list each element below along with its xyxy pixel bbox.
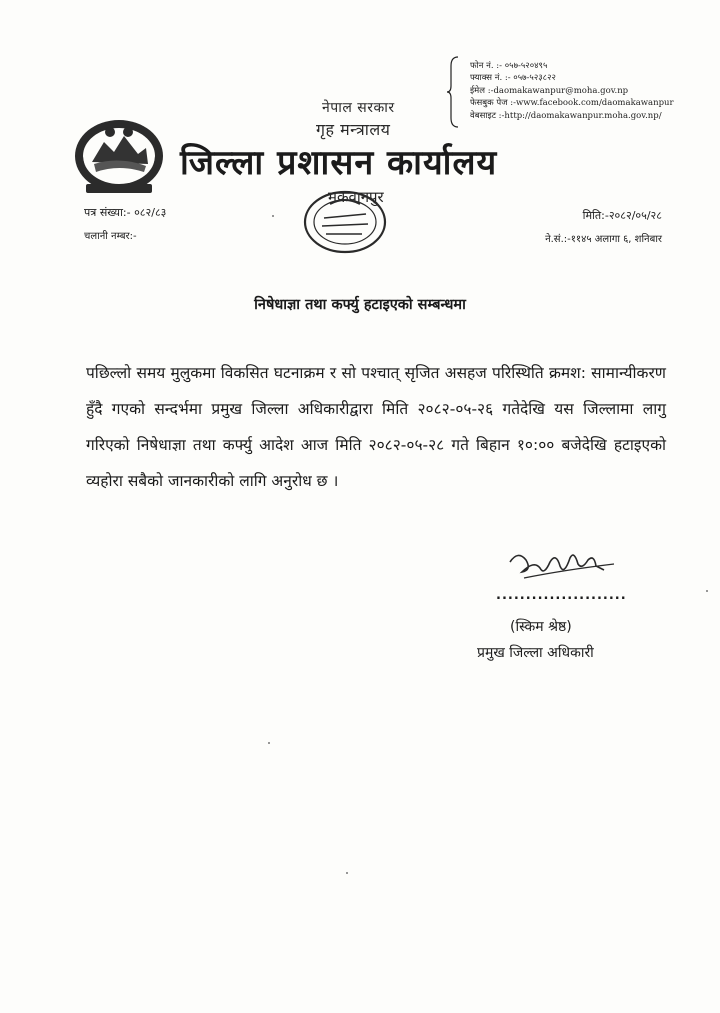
ref-number: पत्र संख्या:- ०८२/८३ [84,206,167,219]
fax-line: फ्याक्स नं. :- ०५७-५२३८२२ [470,73,556,84]
office-title: जिल्ला प्रशासन कार्यालय [180,143,498,183]
signatory-name: (स्किम श्रेष्ठ) [510,619,572,635]
scan-speck [346,872,348,874]
signatory-title: प्रमुख जिल्ला अधिकारी [477,645,594,661]
nepal-emblem-icon [70,112,168,198]
email-line[interactable]: ईमेल :-daomakawanpur@moha.gov.np [470,85,629,96]
district-name: मकवानपुर [328,188,384,206]
signature-line: ...................... [496,588,627,603]
scan-speck [272,215,274,217]
contact-info [470,60,674,122]
nepal-sambat-date: ने.सं.:-११४५ अलागा ६, शनिबार [545,234,662,245]
handwritten-signature [504,540,624,590]
scan-speck [706,590,708,592]
letter-date: मिति:-२०८२/०५/२८ [582,209,662,222]
scan-speck [268,742,270,744]
letter-subject: निषेधाज्ञा तथा कर्फ्यु हटाइएको सम्बन्धमा [254,297,466,313]
contact-brace [447,56,459,128]
facebook-line[interactable]: फेसबुक पेज :-www.facebook.com/daomakawanpur [470,98,674,109]
phone-line: फोन नं. :- ०५७-५२०४९५ [470,61,548,71]
dispatch-number: चलानी नम्बर:- [84,231,137,242]
office-stamp-icon [300,184,390,256]
ministry-title: गृह मन्त्रालय [316,120,391,139]
website-line[interactable]: वेबसाइट :-http://daomakawanpur.moha.gov.np/ [470,110,662,121]
letter-body: पछिल्लो समय मुलुकमा विकसित घटनाक्रम र सो पश्चात् सृजित असहज परिस्थिति क्रमश: सामान्यीकरण हुँदै गएको सन्दर्भमा प्रमुख जिल्ला अधिकारीद्वारा मिति २०८२-०५-२६ गतेदेखि यस जिल्लामा लागु गरिएको निषेधाज्ञा तथा कर्फ्यु आदेश आज मिति २०८२-०५-२८ गते बिहान १०:०० बजेदेखि हटाइएको व्यहोरा सबैको जानकारीको लागि अनुरोध छ । [86,364,666,490]
government-title: नेपाल सरकार [322,100,395,116]
